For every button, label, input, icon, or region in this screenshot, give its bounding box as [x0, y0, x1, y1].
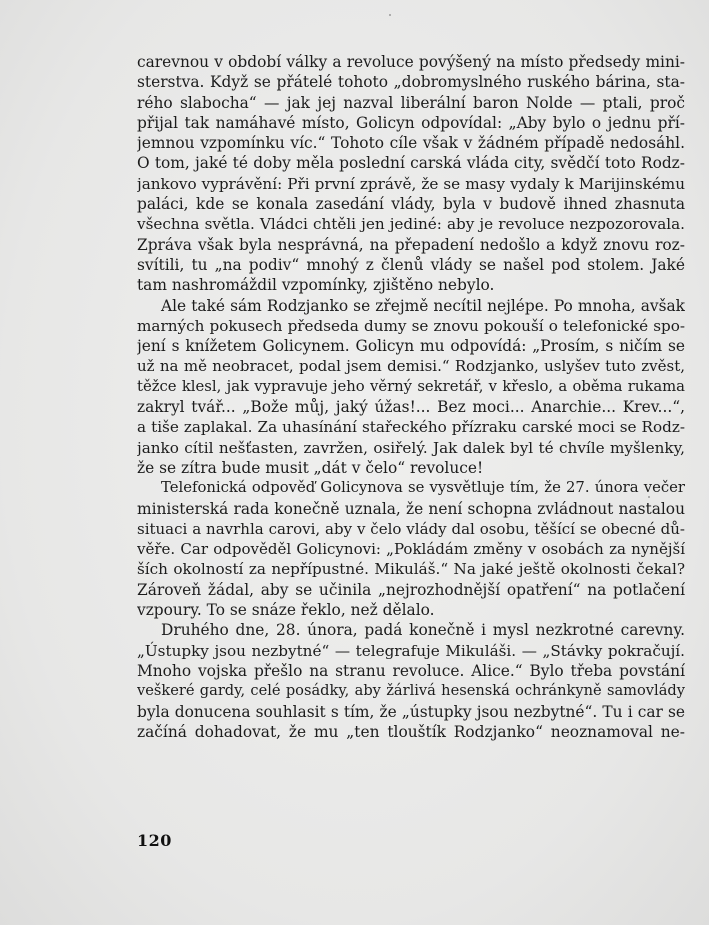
text-line: že se zítra bude musit „dát v čelo“ revoluce! [137, 458, 484, 477]
text-line: přijal tak namáhavé místo, Golicyn odpovídal: „Aby bylo o jednu pří- [137, 113, 685, 132]
text-line: už na mě neobracet, podal jsem demisi.“ Rodzjanko, uslyšev tuto zvěst, [137, 357, 685, 376]
text-line: O tom, jaké té doby měla poslední carská vláda city, svědčí toto Rodz- [137, 154, 685, 173]
text-line: situaci a navrhla carovi, aby v čelo vlády dal osobu, těšící se obecné dů- [137, 519, 685, 538]
text-line: marných pokusech předseda dumy se znovu pokouší o telefonické spo- [137, 316, 685, 335]
paper-speck [648, 496, 650, 498]
text-line: sterstva. Když se přátelé tohoto „dobromyslného ruského bárina, sta- [137, 73, 685, 92]
text-line: rého slabocha“ — jak jej nazval liberální baron Nolde — ptali, proč [137, 93, 685, 112]
page-number: 120 [137, 831, 172, 850]
text-line: paláci, kde se konala zasedání vlády, byla v budově ihned zhasnuta [137, 195, 685, 214]
text-line: a tiše zaplakal. Za uhasínání stařeckého přízraku carské moci se Rodz- [137, 418, 685, 437]
text-line: Druhého dne, 28. února, padá konečně i mysl nezkrotné carevny. [161, 621, 685, 640]
text-line: ministerská rada konečně uznala, že není schopna zvládnout nastalou [137, 499, 685, 518]
body-text [137, 52, 685, 742]
text-line: věře. Car odpověděl Golicynovi: „Pokládám změny v osobách za nynější [137, 540, 685, 559]
text-line: „Ústupky jsou nezbytné“ — telegrafuje Mikuláši. — „Stávky pokračují. [137, 641, 685, 660]
text-line: jankovo vyprávění: Při první zprávě, že se masy vydaly k Marijinskému [137, 174, 685, 193]
text-line: ších okolností za nepřípustné. Mikuláš.“ Na jaké ještě okolnosti čekal? [137, 560, 685, 579]
text-line: všechna světla. Vládci chtěli jen jediné: aby je revoluce nezpozorovala. [137, 215, 685, 234]
text-line: jemnou vzpomínku víc.“ Tohoto cíle však v žádném případě nedosáhl. [137, 134, 685, 153]
text-line: veškeré gardy, celé posádky, aby žárlivá hesenská ochránkyně samovlády [137, 682, 685, 700]
text-line: tam nashromáždil vzpomínky, zjištěno nebylo. [137, 276, 495, 295]
text-line: začíná dohadovat, že mu „ten tlouštík Rodzjanko“ neoznamoval ne- [137, 722, 685, 741]
text-line: Telefonická odpověď Golicynova se vysvětluje tím, že 27. února večer [161, 479, 685, 497]
text-line: Mnoho vojska přešlo na stranu revoluce. Alice.“ Bylo třeba povstání [137, 661, 685, 680]
text-line: carevnou v období války a revoluce povýšený na místo předsedy mini- [137, 53, 685, 71]
text-line: těžce klesl, jak vypravuje jeho věrný sekretář, v křeslo, a oběma rukama [137, 377, 685, 395]
text-line: jení s knížetem Golicynem. Golicyn mu odpovídá: „Prosím, s ničím se [137, 337, 685, 356]
paper-speck [389, 14, 391, 16]
text-line: svítili, tu „na podiv“ mnohý z členů vlády se našel pod stolem. Jaké [137, 255, 685, 274]
text-line: byla donucena souhlasit s tím, že „ústupky jsou nezbytné“. Tu i car se [137, 702, 685, 721]
text-line: vzpoury. To se snáze řeklo, než dělalo. [137, 601, 435, 620]
text-line: zakryl tvář... „Bože můj, jaký úžas!... Bez moci... Anarchie... Krev...“, [137, 398, 685, 417]
text-line: Zároveň žádal, aby se učinila „nejrozhodnější opatření“ na potlačení [137, 580, 685, 599]
text-line: janko cítil nešťasten, zavržen, osiřelý. Jak dalek byl té chvíle myšlenky, [137, 438, 685, 457]
text-line: Ale také sám Rodzjanko se zřejmě necítil nejlépe. Po mnoha, avšak [161, 296, 685, 315]
text-line: Zpráva však byla nesprávná, na přepadení nedošlo a když znovu roz- [137, 235, 685, 254]
